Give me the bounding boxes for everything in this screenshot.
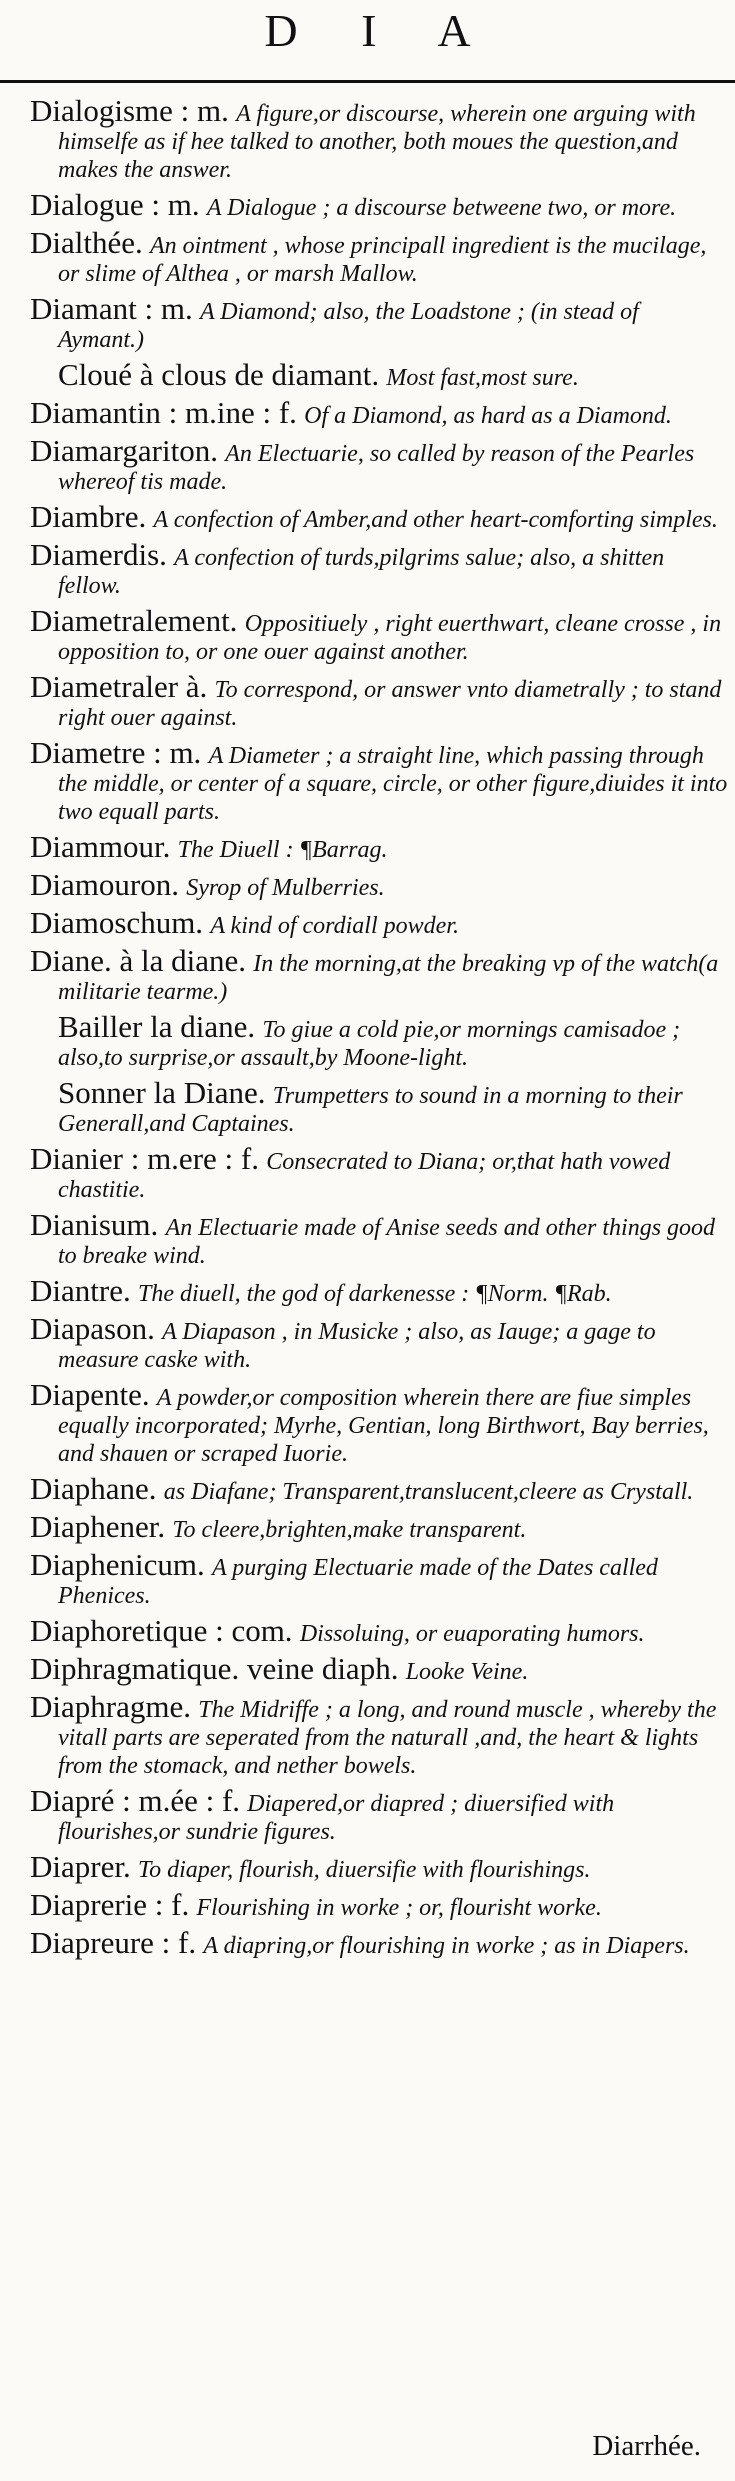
dictionary-entry (30, 1075, 730, 1137)
entry-headword: Diamargariton. (30, 433, 218, 468)
entry-gloss: To correspond, or answer vnto diametrally ; to stand right ouer against. (58, 677, 722, 731)
dictionary-entry (30, 1141, 730, 1203)
entry-headword: Dialogisme : m. (30, 93, 229, 128)
entry-headword: Bailler la diane. (58, 1009, 256, 1044)
entry-headword: Diaprerie : f. (30, 1887, 190, 1922)
entry-headword: Diaphane. (30, 1471, 157, 1506)
entry-headword: Diambre. (30, 499, 147, 534)
dictionary-entry (30, 867, 730, 902)
dictionary-entry (30, 1273, 730, 1308)
dictionary-entry (30, 433, 730, 495)
entry-headword: Diphragmatique. veine diaph. (30, 1651, 399, 1686)
entry-headword: Diapreure : f. (30, 1925, 197, 1960)
entry-headword: Dialthée. (30, 225, 143, 260)
entry-headword: Diaphoretique : com. (30, 1613, 293, 1648)
dictionary-entry (30, 603, 730, 665)
entry-gloss: Of a Diamond, as hard as a Diamond. (304, 403, 672, 429)
entry-headword: Dianisum. (30, 1207, 159, 1242)
dictionary-entry (30, 1887, 730, 1922)
entry-gloss: To diaper, flourish, diuersifie with flourishings. (137, 1857, 591, 1883)
entry-gloss: A purging Electuarie made of the Dates called Phenices. (58, 1555, 658, 1609)
header-rule (0, 80, 735, 83)
entry-headword: Diametre : m. (30, 735, 202, 770)
entry-gloss: Most fast,most sure. (386, 365, 579, 391)
entry-headword: Diaphener. (30, 1509, 166, 1544)
entry-headword: Sonner la Diane. (58, 1075, 266, 1110)
dictionary-entry (30, 187, 730, 222)
entry-headword: Diapré : m.ée : f. (30, 1783, 241, 1818)
dictionary-entry (30, 735, 730, 825)
page-header: D I A (264, 5, 497, 56)
entry-headword: Diaprer. (30, 1849, 131, 1884)
entry-headword: Diamantin : m.ine : f. (30, 395, 297, 430)
entry-gloss: Looke Veine. (405, 1659, 529, 1685)
entry-gloss: Trumpetters to sound in a morning to their Generall,and Captaines. (58, 1083, 683, 1137)
entry-gloss: A Diameter ; a straight line, which passing through the middle, or center of a square, circle, or other figure,diuides it into two equall parts. (58, 743, 728, 825)
entry-gloss: An ointment , whose principall ingredient is the mucilage, or slime of Althea , or marsh Mallow. (58, 233, 707, 287)
entry-gloss: A Dialogue ; a discourse betweene two, or more. (206, 195, 677, 221)
dictionary-entry (30, 537, 730, 599)
dictionary-entry (30, 291, 730, 353)
entry-gloss: Syrop of Mulberries. (186, 875, 385, 901)
entry-headword: Diamerdis. (30, 537, 167, 572)
entry-gloss: A confection of turds,pilgrims salue; also, a shitten fellow. (58, 545, 665, 599)
catchword: Diarrhée. (592, 2430, 701, 2462)
dictionary-entry (30, 1377, 730, 1467)
dictionary-entry (30, 1311, 730, 1373)
entry-gloss: The diuell, the god of darkenesse : ¶Norm. ¶Rab. (137, 1281, 612, 1307)
entry-headword: Diapason. (30, 1311, 155, 1346)
entry-gloss: Consecrated to Diana; or,that hath vowed chastitie. (58, 1149, 671, 1203)
entry-gloss: A diapring,or flourishing in worke ; as in Diapers. (203, 1933, 690, 1959)
entry-gloss: Dissoluing, or euaporating humors. (299, 1621, 645, 1647)
entry-gloss: To giue a cold pie,or mornings camisadoe ; also,to surprise,or assault,by Moone-light. (58, 1017, 681, 1071)
entry-headword: Diantre. (30, 1273, 131, 1308)
dictionary-entry (30, 1613, 730, 1648)
entry-headword: Diamouron. (30, 867, 179, 902)
entry-gloss: A powder,or composition wherein there are fiue simples equally incorporated; Myrhe, Gentian, long Birthwort, Bay berries, and shauen or scraped Iuorie. (58, 1385, 709, 1467)
dictionary-entry (30, 669, 730, 731)
entry-gloss: as Diafane; Transparent,translucent,cleere as Crystall. (163, 1479, 694, 1505)
dictionary-entry (30, 1009, 730, 1071)
dictionary-entry (30, 1207, 730, 1269)
dictionary-entry (30, 829, 730, 864)
dictionary-entry (30, 395, 730, 430)
entry-gloss: A kind of cordiall powder. (210, 913, 459, 939)
dictionary-entry (30, 225, 730, 287)
dictionary-entry (30, 1651, 730, 1686)
entry-headword: Dianier : m.ere : f. (30, 1141, 259, 1176)
dictionary-entry (30, 499, 730, 534)
entry-headword: Diamant : m. (30, 291, 193, 326)
dictionary-entry (30, 943, 730, 1005)
entry-headword: Diametralement. (30, 603, 238, 638)
entry-gloss: Flourishing in worke ; or, flourisht worke. (196, 1895, 602, 1921)
entry-list (30, 93, 730, 1968)
dictionary-entry (30, 905, 730, 940)
entry-headword: Cloué à clous de diamant. (58, 357, 380, 392)
entry-headword: Dialogue : m. (30, 187, 200, 222)
entry-gloss: An Electuarie, so called by reason of the Pearles whereof tis made. (58, 441, 695, 495)
entry-headword: Diapente. (30, 1377, 150, 1412)
entry-headword: Diaphragme. (30, 1689, 191, 1724)
dictionary-entry (30, 93, 730, 183)
entry-gloss: A Diapason , in Musicke ; also, as Iauge; a gage to measure caske with. (58, 1319, 656, 1373)
entry-gloss: An Electuarie made of Anise seeds and other things good to breake wind. (58, 1215, 716, 1269)
dictionary-entry (30, 1689, 730, 1779)
dictionary-entry (30, 1471, 730, 1506)
entry-gloss: A Diamond; also, the Loadstone ; (in stead of Aymant.) (58, 299, 639, 353)
entry-headword: Diammour. (30, 829, 171, 864)
entry-gloss: A figure,or discourse, wherein one arguing with himselfe as if hee talked to another, both moues the question,and makes the answer. (58, 101, 696, 183)
dictionary-entry (30, 1547, 730, 1609)
entry-headword: Diaphenicum. (30, 1547, 205, 1582)
entry-gloss: To cleere,brighten,make transparent. (172, 1517, 527, 1543)
dictionary-entry (30, 357, 730, 392)
entry-gloss: Diapered,or diapred ; diuersified with flourishes,or sundrie figures. (58, 1791, 615, 1845)
entry-gloss: A confection of Amber,and other heart-comforting simples. (153, 507, 718, 533)
entry-gloss: The Midriffe ; a long, and round muscle , whereby the vitall parts are seperated from the naturall ,and, the heart & lights from the stomack, and nether bowels. (58, 1697, 717, 1779)
dictionary-entry (30, 1925, 730, 1960)
entry-headword: Diametraler à. (30, 669, 208, 704)
dictionary-entry (30, 1783, 730, 1845)
entry-headword: Diamoschum. (30, 905, 204, 940)
entry-gloss: The Diuell : ¶Barrag. (177, 837, 388, 863)
entry-gloss: Oppositiuely , right euerthwart, cleane crosse , in opposition to, or one ouer against another. (58, 611, 722, 665)
dictionary-entry (30, 1509, 730, 1544)
dictionary-entry (30, 1849, 730, 1884)
entry-gloss: In the morning,at the breaking vp of the watch(a militarie tearme.) (58, 951, 719, 1005)
entry-headword: Diane. à la diane. (30, 943, 247, 978)
